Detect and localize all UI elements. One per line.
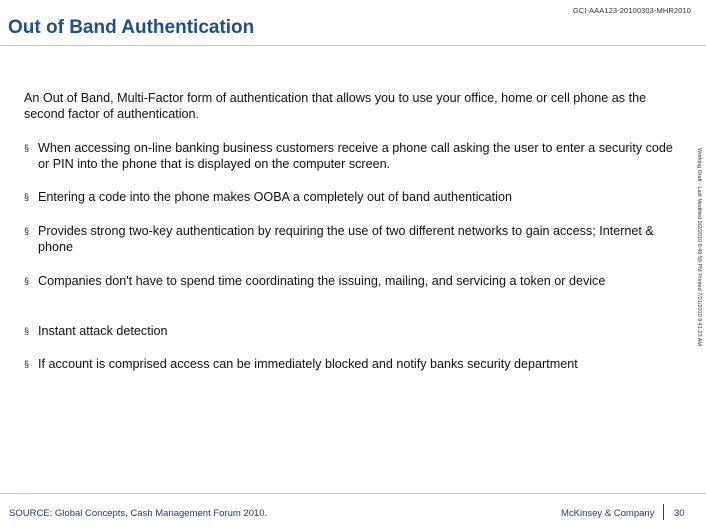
source-note: SOURCE: Global Concepts, Cash Management Forum 2010. <box>9 508 268 519</box>
bullet-text: Provides strong two-key authentication by requiring the use of two different networks to gain access; Internet & phone <box>38 224 654 254</box>
bullet-item <box>24 141 674 172</box>
bullet-item <box>24 324 674 340</box>
bullet-item <box>24 190 674 206</box>
page-number: 30 <box>674 508 685 519</box>
bullet-text: If account is comprised access can be immediately blocked and notify banks security department <box>38 357 578 371</box>
footer-separator <box>663 504 664 520</box>
bullet-icon: § <box>24 226 30 236</box>
company-name: McKinsey & Company <box>561 508 655 519</box>
bullet-item <box>24 357 674 373</box>
title-divider <box>0 45 706 46</box>
bullet-text: Entering a code into the phone makes OOBA a completely out of band authentication <box>38 190 512 204</box>
draft-status-text: Working Draft - Last Modified 3/2/2010 6:49:59 PM Printed 7/21/2010 9:41:23 AM <box>696 148 702 347</box>
document-id: GCI-AAA123-20100303-MHR2010 <box>572 6 691 15</box>
page-title: Out of Band Authentication <box>8 17 255 38</box>
bullet-item <box>24 224 674 255</box>
bullet-icon: § <box>24 143 30 153</box>
bullet-icon: § <box>24 276 30 286</box>
footer-divider <box>0 493 706 494</box>
bullet-icon: § <box>24 192 30 202</box>
bullet-text: When accessing on-line banking business customers receive a phone call asking the user to enter a security code or PIN into the phone that is displayed on the computer screen. <box>38 141 673 171</box>
bullet-item <box>24 274 674 290</box>
draft-status-note <box>693 148 703 378</box>
bullet-text: Companies don't have to spend time coordinating the issuing, mailing, and servicing a token or device <box>38 274 606 288</box>
intro-paragraph: An Out of Band, Multi-Factor form of authentication that allows you to use your office, home or cell phone as the second factor of authentication. <box>24 91 647 121</box>
bullet-text: Instant attack detection <box>38 324 168 338</box>
bullet-icon: § <box>24 326 30 336</box>
bullet-icon: § <box>24 359 30 369</box>
